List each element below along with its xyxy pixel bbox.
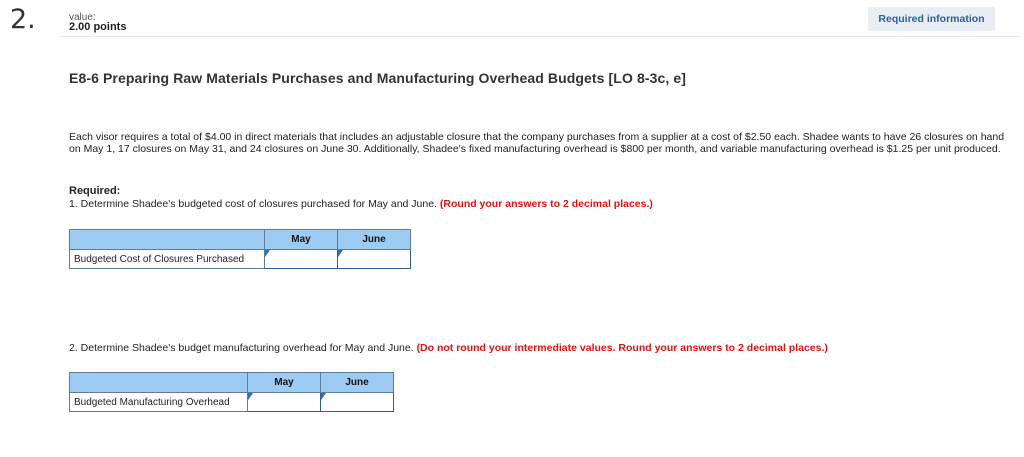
question-number: 2. [10,4,36,35]
table-header-blank [70,230,265,250]
points-value: 2.00 points [69,21,127,33]
header-divider [60,36,1020,37]
overhead-june-input[interactable] [321,393,394,412]
row-label-closures: Budgeted Cost of Closures Purchased [70,250,265,269]
question-1-text: 1. Determine Shadee's budgeted cost of closures purchased for May and June. [69,198,437,210]
required-heading: Required: [69,185,121,197]
flag-icon [265,250,270,257]
closures-budget-table [69,229,411,269]
column-header-june: June [321,373,394,393]
problem-description: Each visor requires a total of $4.00 in direct materials that includes an adjustable closure that the company purchases from a supplier at a cost of $2.50 each. Shadee wants to have 26 closures on hand on May 1, 17 closures on May 31, and 24 closures on June 30. Additionally, Shadee's fixed manufacturing overhead is $800 per month, and variable manufacturing overhead is $1.25 per unit produced. [69,131,1005,155]
flag-icon [321,393,326,400]
value-label: value: [69,12,96,23]
row-label-overhead: Budgeted Manufacturing Overhead [70,393,248,412]
overhead-budget-table [69,372,394,412]
question-2 [69,342,828,354]
table-row [70,393,394,412]
column-header-may: May [265,230,338,250]
problem-title: E8-6 Preparing Raw Materials Purchases and Manufacturing Overhead Budgets [LO 8-3c, e] [69,70,686,86]
column-header-may: May [248,373,321,393]
question-1-note: (Round your answers to 2 decimal places.) [439,198,653,210]
required-information-button[interactable]: Required information [868,7,995,31]
overhead-may-input[interactable] [248,393,321,412]
flag-icon [248,393,253,400]
question-2-note: (Do not round your intermediate values. Round your answers to 2 decimal places.) [416,342,828,354]
question-2-text: 2. Determine Shadee's budget manufacturing overhead for May and June. [69,342,414,354]
table-row [70,250,411,269]
question-1 [69,198,653,210]
table-header-blank [70,373,248,393]
closures-june-input[interactable] [338,250,411,269]
column-header-june: June [338,230,411,250]
closures-may-input[interactable] [265,250,338,269]
flag-icon [338,250,343,257]
